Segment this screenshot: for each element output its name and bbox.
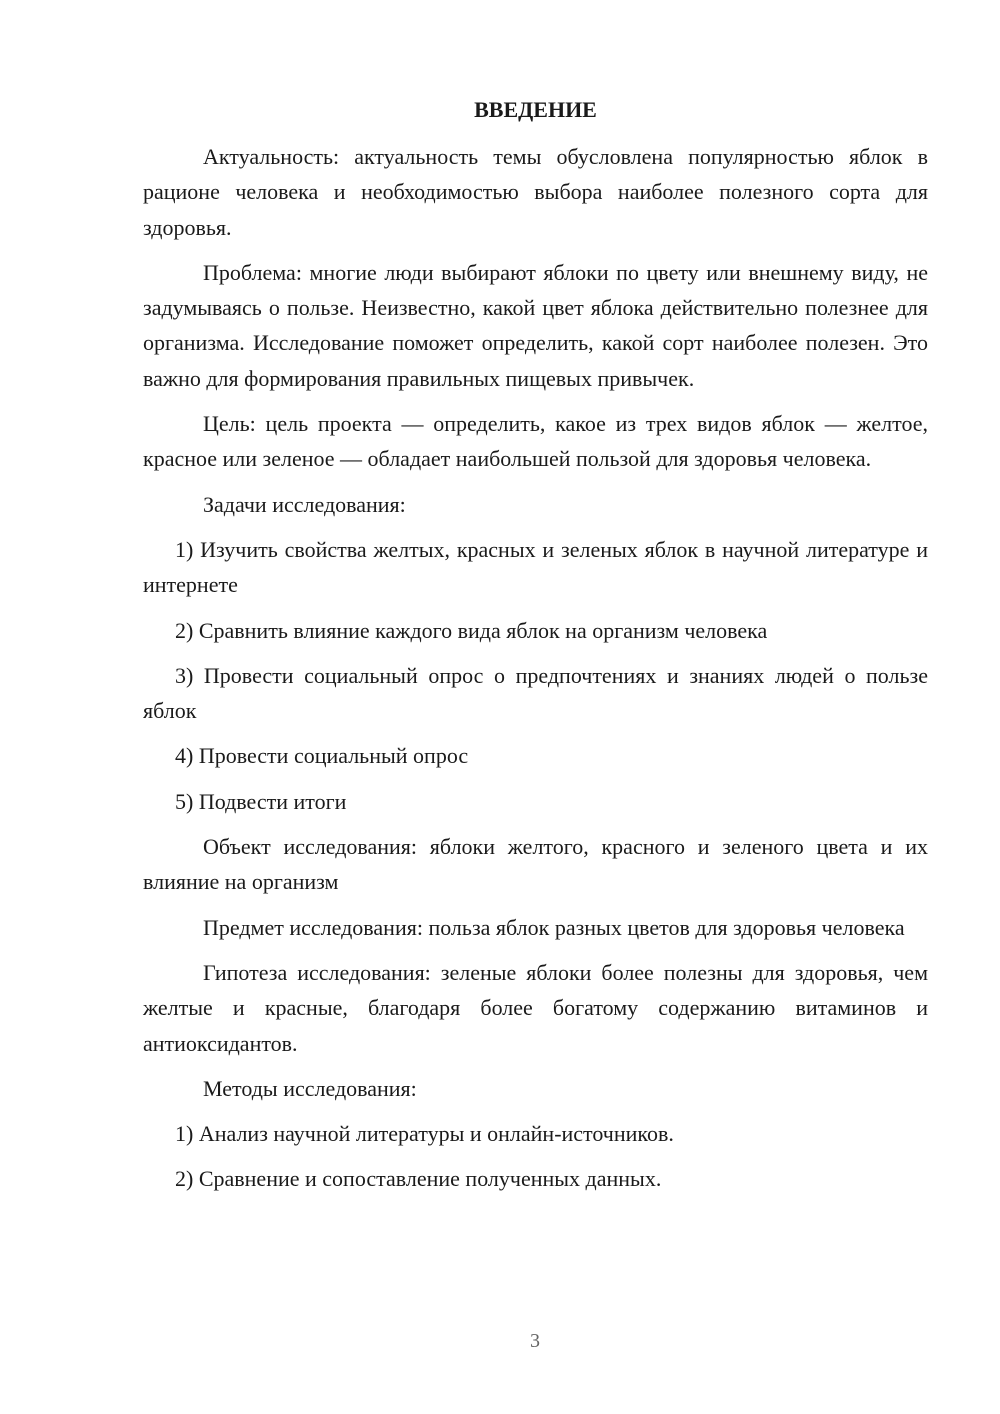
paragraph-subject: Предмет исследования: польза яблок разных цветов для здоровья человека [203,914,905,940]
page-content [143,92,928,1197]
tasks-heading: Задачи исследования: [203,491,406,517]
methods-heading: Методы исследования: [203,1075,417,1101]
paragraph-problem: Проблема: многие люди выбирают яблоки по цвету или внешнему виду, не задумываясь о пользе. Неизвестно, какой цвет яблока действительно полезнее для организма. Исследование поможет определить, какой сорт наиболее полезен. Это важно для формирования правильных пищевых привычек. [143,259,928,391]
task-item-1: 1) Изучить свойства желтых, красных и зеленых яблок в научной литературе и интернете [143,536,928,598]
method-item-1: 1) Анализ научной литературы и онлайн-источников. [175,1121,674,1147]
task-item-3: 3) Провести социальный опрос о предпочтениях и знаниях людей о пользе яблок [143,662,928,724]
page-title: ВВЕДЕНИЕ [474,97,597,122]
task-item-5: 5) Подвести итоги [175,788,347,814]
paragraph-hypothesis: Гипотеза исследования: зеленые яблоки более полезны для здоровья, чем желтые и красные, благодаря более богатому содержанию витаминов и антиоксидантов. [143,959,928,1056]
paragraph-relevance: Актуальность: актуальность темы обусловлена популярностью яблок в рационе человека и необходимостью выбора наиболее полезного сорта для здоровья. [143,144,928,240]
page-number: 3 [530,1330,540,1352]
task-item-2: 2) Сравнить влияние каждого вида яблок на организм человека [175,617,768,643]
method-item-2: 2) Сравнение и сопоставление полученных данных. [175,1166,662,1192]
paragraph-goal: Цель: цель проекта — определить, какое из трех видов яблок — желтое, красное или зеленое — обладает наибольшей пользой для здоровья человека. [143,411,928,472]
paragraph-object: Объект исследования: яблоки желтого, красного и зеленого цвета и их влияние на организм [143,834,928,895]
task-item-4: 4) Провести социальный опрос [175,743,469,769]
